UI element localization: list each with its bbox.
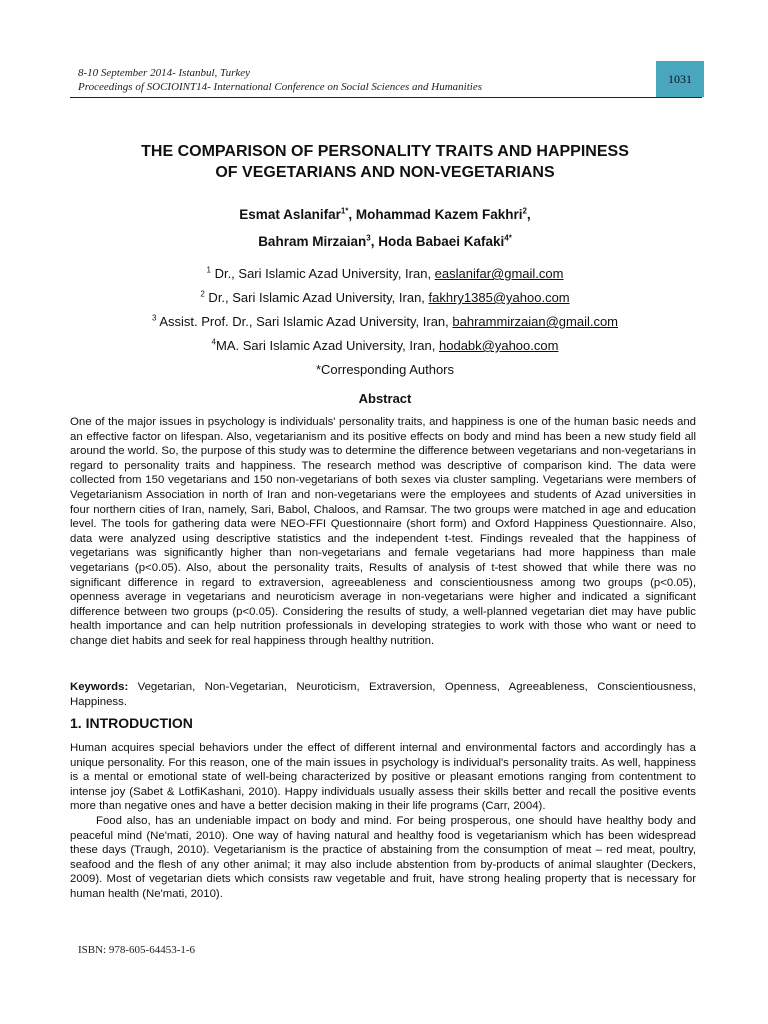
affiliation-text: Dr., Sari Islamic Azad University, Iran, [204, 290, 429, 305]
paragraph: Human acquires special behaviors under the effect of different internal and environmental factors and accordingly has a unique personality. For this reason, one of the main issues in psychology is individual's personality traits. As well, happiness is a mental or emotional state of well-being characterized by positive or pleasant emotions ranging from contentment to intense joy (Sabet & LotfiKashani, 2010). Happy individuals usually assess their skills better and recall the positive events more than negative ones and have a better decision making in their life programs (Carr, 2004). [70, 742, 696, 813]
corresponding-authors-note: *Corresponding Authors [315, 362, 455, 377]
affiliation-2 [70, 286, 700, 310]
author-line-2 [70, 228, 700, 255]
author-name: Bahram Mirzaian [258, 234, 367, 249]
affiliation-mark: 3 [151, 313, 157, 323]
affiliation-3 [70, 310, 700, 334]
section-heading-introduction: 1. INTRODUCTION [70, 715, 193, 731]
affiliation-list [70, 262, 700, 382]
email-link[interactable]: easlanifar@gmail.com [434, 266, 564, 281]
author-line-1 [70, 201, 700, 228]
title-line-1: THE COMPARISON OF PERSONALITY TRAITS AND HAPPINESS [141, 143, 629, 160]
author-separator: , [526, 207, 531, 222]
keywords-text: Vegetarian, Non-Vegetarian, Neuroticism, Extraversion, Openness, Agreeableness, Conscientiousness, Happiness. [70, 681, 696, 708]
proceedings-title: Proceedings of SOCIOINT14- International Conference on Social Sciences and Humanities [78, 81, 482, 93]
title-line-2: OF VEGETARIANS AND NON-VEGETARIANS [215, 164, 555, 181]
author-mark: 1* [340, 206, 349, 216]
keywords-label: Keywords: [70, 681, 129, 693]
author-mark: 2 [522, 206, 527, 216]
paper-title [70, 141, 700, 183]
email-link[interactable]: hodabk@yahoo.com [439, 338, 559, 353]
page-number: 1031 [668, 71, 692, 86]
abstract-text: One of the major issues in psychology is individuals' personality traits, and happiness is one of the human basic needs and an effective factor on lifespan. Also, vegetarianism and its positive effects on body and mind has been a new study field all around the world. So, the purpose of this study was to determine the difference between vegetarians and non-vegetarians in regard to personality traits and happiness. The research method was descriptive of comparison kind. The data were collected from 150 vegetarians and 150 non-vegetarians of both sexes via cluster sampling. Vegetarians were members of Vegetarianism Association in north of Iran and non-vegetarians were the employees and students of Azad universities in four northern cities of Iran, namely, Sari, Babol, Chaloos, and Ramsar. The two groups were matched in age and education level. The tools for gathering data were NEO-FFI Questionnaire (short form) and Oxford Happiness Questionnaire. Also, data were analyzed using descriptive statistics and the independent t-test. Findings revealed that the happiness of vegetarians was significantly higher than non-vegetarians and female vegetarians had more happiness than male vegetarians (p<0.05). Also, about the personality traits, Results of analysis of t-test showed that while there was no significant difference in regard to extraversion, agreeableness and conscientiousness among two groups (p<0.05), openness average in vegetarians and neuroticism average in non-vegetarians were higher and indicated a significant difference between two groups (p<0.05). Considering the results of study, a well-planned vegetarian diet may have public health importance and can help nutrition professionals in developing strategies to work with those who want or need to change diet habits and seek for real happiness through healthy nutrition. [70, 416, 696, 647]
affiliation-text: MA. Sari Islamic Azad University, Iran, [216, 338, 439, 353]
email-link[interactable]: bahrammirzaian@gmail.com [452, 314, 619, 329]
author-separator: , [348, 207, 356, 222]
affiliation-text: Assist. Prof. Dr., Sari Islamic Azad University, Iran, [156, 314, 453, 329]
author-separator: , [370, 234, 379, 249]
author-mark: 3 [366, 233, 371, 243]
affiliation-text: Dr., Sari Islamic Azad University, Iran, [210, 266, 435, 281]
affiliation-mark: 2 [200, 289, 205, 299]
page-number-box [656, 61, 704, 97]
isbn-footer: ISBN: 978-605-64453-1-6 [78, 944, 196, 956]
affiliation-mark: 1 [206, 265, 211, 275]
author-mark: 4* [504, 233, 512, 243]
abstract-heading: Abstract [358, 391, 412, 406]
author-name: Mohammad Kazem Fakhri [355, 207, 523, 222]
author-list [70, 201, 700, 255]
keywords [70, 680, 696, 709]
author-name: Esmat Aslanifar [239, 207, 341, 222]
running-header [78, 66, 638, 94]
affiliation-4 [70, 334, 700, 358]
affiliation-mark: 4 [211, 337, 216, 347]
header-rule [70, 97, 702, 98]
paragraph: Food also, has an undeniable impact on body and mind. For being prosperous, one should have healthy body and peaceful mind (Ne'mati, 2010). One way of having natural and healthy food is vegetarianism which has been widespread these days (Traugh, 2010). Vegetarianism is the practice of abstaining from the consumption of meat – red meat, poultry, seafood and the flesh of any other animal; it may also include abstention from by-products of animal slaughter (Deckers, 2009). Most of vegetarian diets which consists raw vegetable and fruit, have strong healing property that is necessary for human health (Ne'mati, 2010). [70, 814, 696, 900]
email-link[interactable]: fakhry1385@yahoo.com [428, 290, 570, 305]
affiliation-1 [70, 262, 700, 286]
introduction-body [70, 741, 696, 902]
author-name: Hoda Babaei Kafaki [378, 234, 505, 249]
conference-date-location: 8-10 September 2014- Istanbul, Turkey [78, 67, 250, 79]
